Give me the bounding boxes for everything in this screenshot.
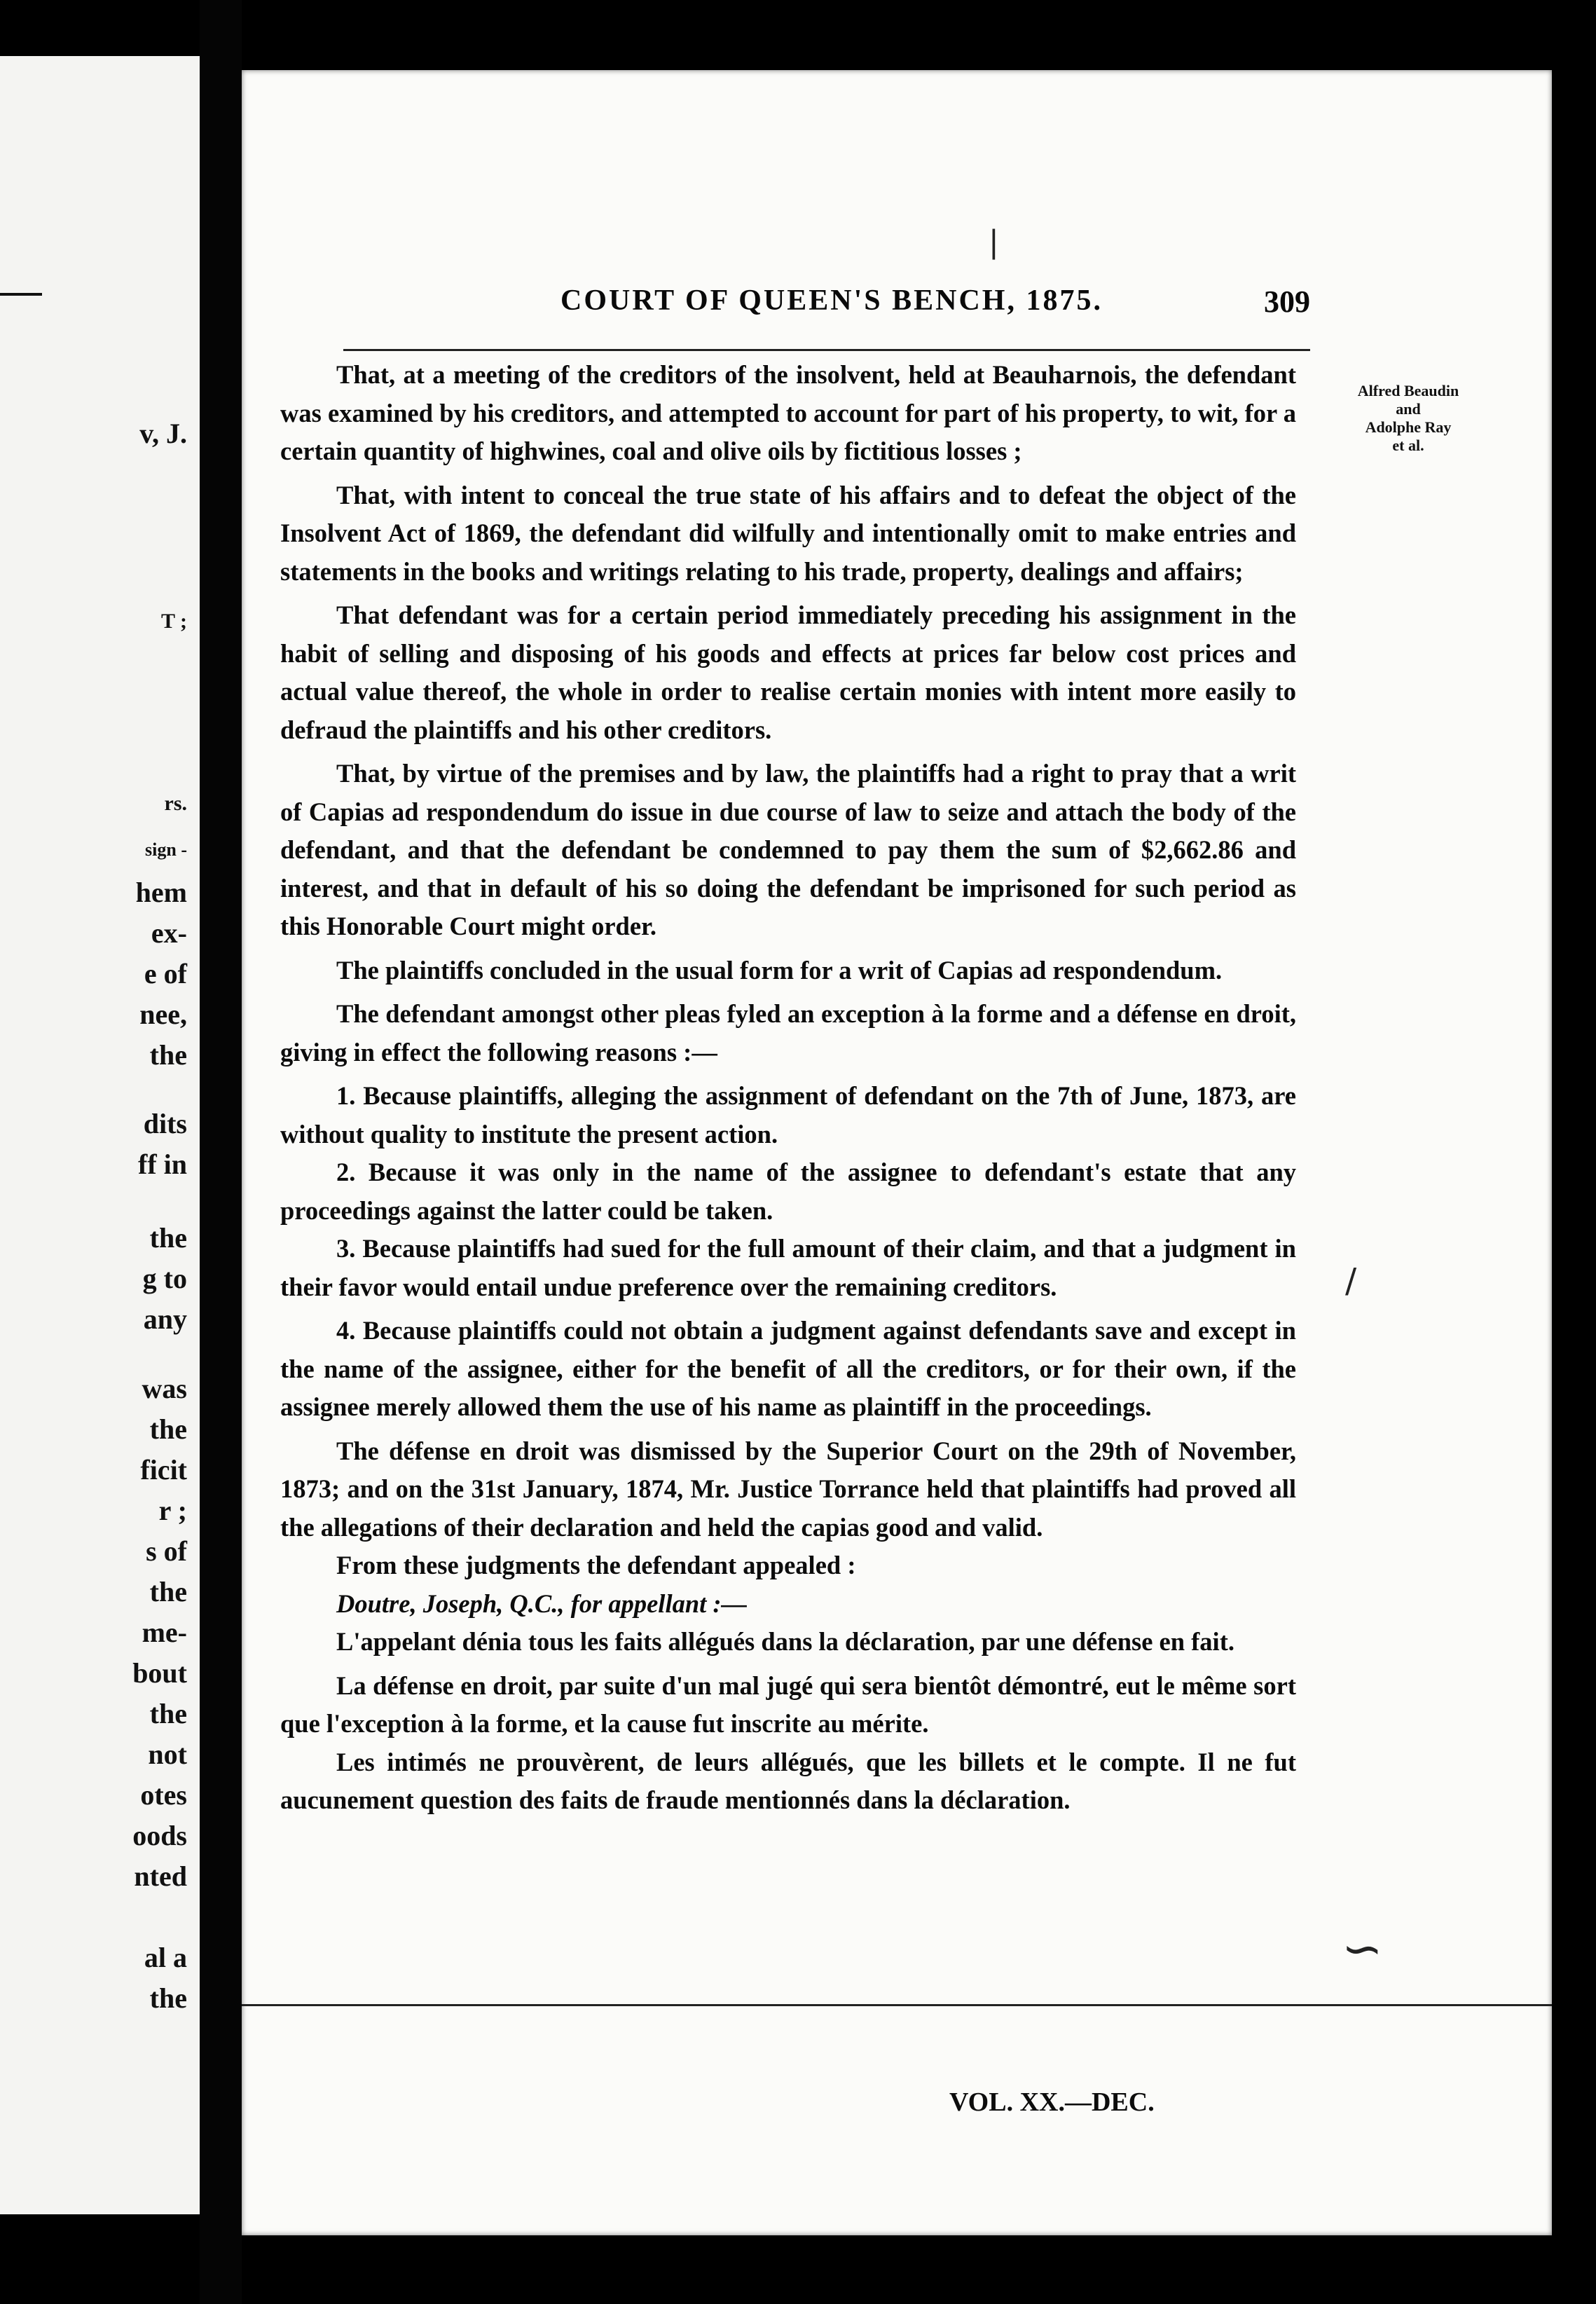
left-page-fragment: the <box>149 1222 187 1254</box>
left-page-fragment: bout <box>132 1657 187 1689</box>
paragraph: Doutre, Joseph, Q.C., for appellant :— <box>336 1589 748 1618</box>
paragraph: Les intimés ne prouvèrent, de leurs allégués, que les billets et le compte. Il ne fut aucunement question des faits de fraude mentionnés dans la déclaration. <box>280 1747 1296 1814</box>
left-page-fragment: ex- <box>151 917 187 949</box>
left-page-fragment: the <box>149 1698 187 1729</box>
signature-mark: VOL. XX.—DEC. <box>949 2087 1155 2117</box>
header-rule <box>343 349 1310 351</box>
left-page-fragment: ficit <box>140 1454 187 1486</box>
left-page-fragment: otes <box>140 1779 187 1811</box>
left-facing-page <box>0 56 202 2214</box>
left-page-fragment: the <box>149 1576 187 1607</box>
left-page-fragment: nted <box>134 1860 187 1892</box>
left-page-fragment: the <box>149 1039 187 1071</box>
body-text <box>280 356 1296 1820</box>
paragraph: That, by virtue of the premises and by law, the plaintiffs had a right to pray that a writ of Capias ad respondendum do issue in due course of law to seize and attach the body of the defendant, and that the defendant be condemned to pay them the sum of $2,662.86 and interest, and that in default of his so doing the defendant be imprisoned for such period as this Honorable Court might order. <box>280 759 1296 940</box>
margin-stroke-icon: / <box>1345 1261 1357 1301</box>
margin-note-line: Alfred Beaudin <box>1357 382 1459 399</box>
paragraph: That defendant was for a certain period immediately preceding his assignment in the habit of selling and disposing of his goods and effects at prices far below cost prices and actual value thereof, the whole in order to realise certain monies with intent more easily to defraud the plaintiffs and his other creditors. <box>280 601 1296 744</box>
left-page-fragment: the <box>149 1982 187 2014</box>
paragraph: L'appelant dénia tous les faits allégués dans la déclaration, par une défense en fait. <box>336 1627 1234 1656</box>
paragraph: The plaintiffs concluded in the usual form for a writ of Capias ad respondendum. <box>336 955 1223 985</box>
page-number: 309 <box>1264 284 1310 319</box>
margin-case-note <box>1317 382 1499 455</box>
paragraph: La défense en droit, par suite d'un mal jugé qui sera bientôt démontré, eut le même sort que l'exception à la forme, et la cause fut inscrite au mérite. <box>280 1671 1296 1738</box>
left-page-fragment: any <box>143 1303 187 1335</box>
paragraph: 3. Because plaintiffs had sued for the full amount of their claim, and that a judgment in their favor would entail undue preference over the remaining creditors. <box>280 1234 1296 1301</box>
left-page-rule <box>0 293 42 296</box>
left-page-fragment: dits <box>143 1108 187 1139</box>
left-page-fragment: hem <box>135 877 187 908</box>
left-page-fragment: v, J. <box>139 418 187 449</box>
left-page-fragment: not <box>148 1739 187 1770</box>
running-header <box>343 284 1310 326</box>
left-page-fragment: sign - <box>145 839 187 860</box>
left-page-fragment: ff in <box>138 1148 187 1180</box>
left-page-fragment: was <box>142 1373 187 1404</box>
ink-mark-icon: ❘ <box>981 224 1007 260</box>
paragraph: 4. Because plaintiffs could not obtain a judgment against defendants save and except in the name of the assignee, either for the benefit of all the creditors, or for their own, if the assignee merely allowed them the use of his name as plaintiff in the proceedings. <box>280 1316 1296 1421</box>
margin-note-line: Adolphe Ray <box>1365 418 1452 436</box>
binding-gutter <box>200 0 242 2304</box>
left-page-fragment: oods <box>132 1820 187 1851</box>
left-page-fragment: e of <box>144 958 187 989</box>
left-page-fragment: al a <box>144 1942 187 1973</box>
page-crease-line <box>242 2004 1552 2006</box>
margin-note-line: and <box>1396 400 1421 418</box>
margin-note-line: et al. <box>1392 437 1424 454</box>
left-page-fragment: me- <box>142 1617 187 1648</box>
paragraph: 1. Because plaintiffs, alleging the assignment of defendant on the 7th of June, 1873, are without quality to institute the present action. <box>280 1081 1296 1148</box>
left-page-fragment: r ; <box>158 1495 187 1526</box>
left-page-fragment: rs. <box>164 792 187 815</box>
left-page-fragment: g to <box>142 1263 187 1294</box>
paragraph: The defendant amongst other pleas fyled an exception à la forme and a défense en droit, giving in effect the following reasons :— <box>280 999 1296 1067</box>
paragraph: That, with intent to conceal the true state of his affairs and to defeat the object of the Insolvent Act of 1869, the defendant did wilfully and intentionally omit to make entries and statements in the books and writings relating to his trade, property, dealings and affairs; <box>280 480 1296 586</box>
left-page-fragment: T ; <box>161 610 187 633</box>
margin-squiggle-icon: ∽ <box>1342 1920 1383 1977</box>
paragraph: 2. Because it was only in the name of the assignee to defendant's estate that any proceedings against the latter could be taken. <box>280 1158 1296 1225</box>
left-page-fragment: nee, <box>139 999 187 1030</box>
left-page-fragment: s of <box>146 1535 187 1567</box>
paragraph: The défense en droit was dismissed by the Superior Court on the 29th of November, 1873; and on the 31st January, 1874, Mr. Justice Torrance held that plaintiffs had proved all the allegations of their declaration and held the capias good and valid. <box>280 1436 1296 1542</box>
left-page-fragment: the <box>149 1413 187 1445</box>
paragraph: That, at a meeting of the creditors of the insolvent, held at Beauharnois, the defendant was examined by his creditors, and attempted to account for part of his property, to wit, for a certain quantity of highwines, coal and olive oils by fictitious losses ; <box>280 360 1296 465</box>
running-head-title: COURT OF QUEEN'S BENCH, 1875. <box>560 284 1103 317</box>
paragraph: From these judgments the defendant appealed : <box>336 1551 856 1579</box>
